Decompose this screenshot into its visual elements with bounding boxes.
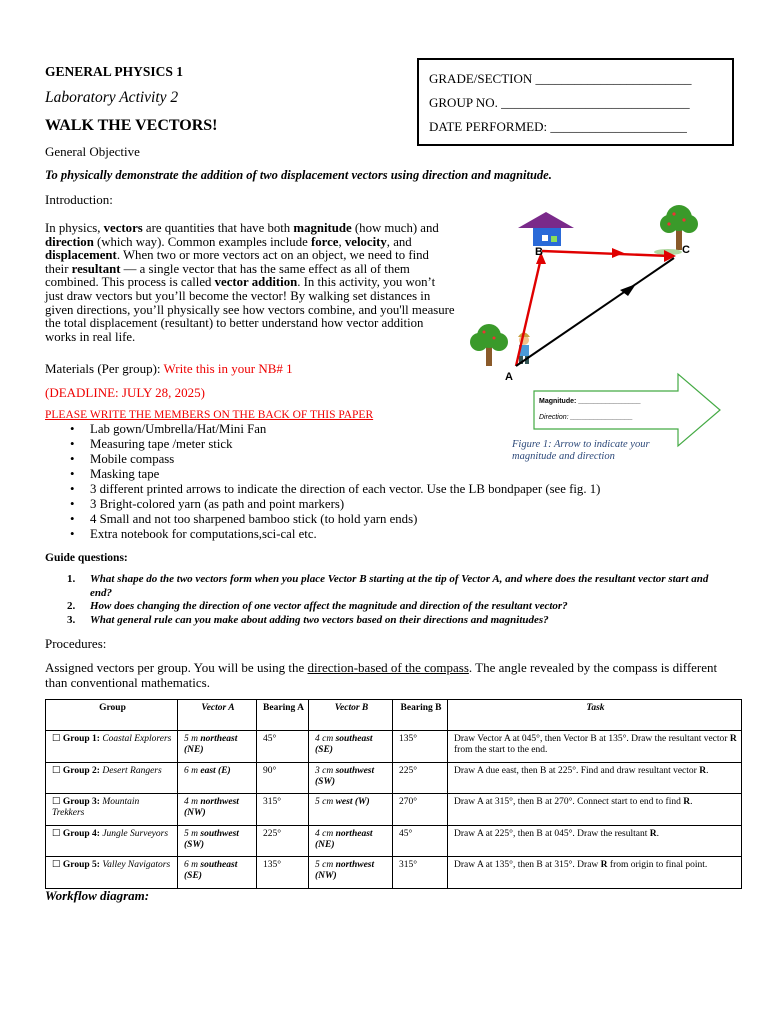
tree-icon (654, 205, 698, 255)
list-item: 2. How does changing the direction of one vector affect the magnitude and direction of the resultant vector? (67, 600, 568, 612)
point-c-label: C (682, 244, 690, 256)
procedures-label: Procedures: (45, 636, 107, 651)
bearing-b-cell: 225° (393, 762, 448, 794)
compass-direction-link: direction-based of the compass (307, 660, 469, 675)
direction-label: Direction: ________________ (539, 414, 633, 421)
introduction-text: In physics, vectors are quantities that have both magnitude (how much) and direction (which way). Common examples include force, velocity, and displacement. When two or more vectors act on an object, we need to find their resultant — a single vector that has the same effect as all of them combined. This process is called vector addition. In this activity, you won’t just draw vectors but you’ll become the vector! By walking set distances in given directions, you’ll physically see how vectors combine, and you'll measure the total displacement (resultant) to better understand how vector addition works in real life. (45, 221, 455, 344)
assigned-vectors-text: Assigned vectors per group. You will be using the direction-based of the compass. The angle revealed by the compass is different than conventional mathematics. (45, 660, 718, 690)
task-cell: Draw A at 135°, then B at 315°. Draw R from origin to final point. (448, 857, 742, 889)
vector-b-cell: 3 cm southwest (SW) (309, 762, 393, 794)
table-header: Task (448, 700, 742, 731)
table-row (46, 794, 742, 826)
bearing-b-cell: 45° (393, 825, 448, 857)
table-row (46, 762, 742, 794)
table-row (46, 731, 742, 763)
group-vectors-table (45, 699, 742, 889)
vector-a-cell: 6 m east (E) (178, 762, 257, 794)
group-cell: ☐ Group 5: Valley Navigators (46, 857, 178, 889)
vector-b-arrow (542, 248, 676, 262)
introduction-label: Introduction: (45, 192, 113, 207)
list-item: • Masking tape (70, 467, 670, 482)
vector-b-cell: 5 cm northwest (NW) (309, 857, 393, 889)
figure-caption: Figure 1: Arrow to indicate your magnitude and direction (512, 439, 650, 462)
group-cell: ☐ Group 4: Jungle Surveyors (46, 825, 178, 857)
point-a-label: A (505, 371, 513, 383)
list-item: • Extra notebook for computations,sci-cal etc. (70, 527, 670, 542)
vector-b-cell: 5 cm west (W) (309, 794, 393, 826)
task-cell: Draw A at 225°, then B at 045°. Draw the resultant R. (448, 825, 742, 857)
task-cell: Draw A due east, then B at 225°. Find and draw resultant vector R. (448, 762, 742, 794)
vector-a-cell: 6 m southeast (SE) (178, 857, 257, 889)
list-item: • Measuring tape /meter stick (70, 437, 670, 452)
bearing-b-cell: 315° (393, 857, 448, 889)
vector-a-cell: 5 m northeast (NE) (178, 731, 257, 763)
bearing-a-cell: 315° (257, 794, 309, 826)
task-cell: Draw Vector A at 045°, then Vector B at 135°. Draw the resultant vector R from the start to the end. (448, 731, 742, 763)
vector-a-cell: 4 m northwest (NW) (178, 794, 257, 826)
group-no-field[interactable]: GROUP NO. _____________________________ (429, 95, 690, 110)
table-header: Bearing B (393, 700, 448, 731)
activity-title: Laboratory Activity 2 (45, 89, 179, 106)
bearing-b-cell: 135° (393, 731, 448, 763)
table-header: Bearing A (257, 700, 309, 731)
vector-a-cell: 5 m southwest (SW) (178, 825, 257, 857)
bearing-a-cell: 135° (257, 857, 309, 889)
list-item: • 3 Bright-colored yarn (as path and point markers) (70, 497, 670, 512)
vector-b-cell: 4 cm northeast (NE) (309, 825, 393, 857)
materials-list (70, 422, 670, 542)
table-header: Group (46, 700, 178, 731)
bearing-a-cell: 225° (257, 825, 309, 857)
group-cell: ☐ Group 2: Desert Rangers (46, 762, 178, 794)
bearing-b-cell: 270° (393, 794, 448, 826)
page-title: WALK THE VECTORS! (45, 117, 218, 134)
list-item: • 3 different printed arrows to indicate the direction of each vector. Use the LB bondpaper (see fig. 1) (70, 482, 670, 497)
grade-section-field[interactable]: GRADE/SECTION ________________________ (429, 71, 692, 86)
vector-b-cell: 4 cm southeast (SE) (309, 731, 393, 763)
workflow-diagram-label: Workflow diagram: (45, 888, 150, 903)
guide-questions-list (67, 573, 727, 627)
table-header: Vector B (309, 700, 393, 731)
table-header-row (46, 700, 742, 731)
tree-icon (470, 324, 508, 366)
date-performed-field[interactable]: DATE PERFORMED: _____________________ (429, 119, 687, 134)
deadline-text: (DEADLINE: JULY 28, 2025) (45, 385, 205, 400)
info-box (417, 58, 734, 146)
materials-note: Write this in your NB# 1 (163, 361, 293, 376)
list-item: • 4 Small and not too sharpened bamboo stick (to hold yarn ends) (70, 512, 670, 527)
resultant-arrow (516, 258, 674, 366)
general-objective-text: To physically demonstrate the addition of two displacement vectors using direction and magnitude. (45, 168, 552, 182)
list-item: 3. What general rule can you make about adding two vectors based on their directions and magnitudes? (67, 613, 549, 626)
table-row (46, 857, 742, 889)
task-cell: Draw A at 315°, then B at 270°. Connect start to end to find R. (448, 794, 742, 826)
group-cell: ☐ Group 3: Mountain Trekkers (46, 794, 178, 826)
members-note: PLEASE WRITE THE MEMBERS ON THE BACK OF THIS PAPER (45, 409, 374, 421)
bearing-a-cell: 90° (257, 762, 309, 794)
table-row (46, 825, 742, 857)
general-objective-label: General Objective (45, 144, 140, 159)
guide-questions-label: Guide questions: (45, 552, 128, 564)
point-b-label: B (535, 246, 543, 258)
course-title: GENERAL PHYSICS 1 (45, 64, 184, 79)
list-item: • Mobile compass (70, 452, 670, 467)
group-cell: ☐ Group 1: Coastal Explorers (46, 731, 178, 763)
materials-label: Materials (Per group): Write this in your NB# 1 (45, 361, 293, 376)
magnitude-label: Magnitude: ________________ (539, 398, 641, 405)
house-icon (518, 212, 574, 246)
table-header: Vector A (178, 700, 257, 731)
bearing-a-cell: 45° (257, 731, 309, 763)
list-item: • Lab gown/Umbrella/Hat/Mini Fan (70, 422, 670, 437)
list-item: 1. What shape do the two vectors form when you place Vector B starting at the tip of Vector A, and where does the resultant vector start and end? (67, 573, 709, 599)
